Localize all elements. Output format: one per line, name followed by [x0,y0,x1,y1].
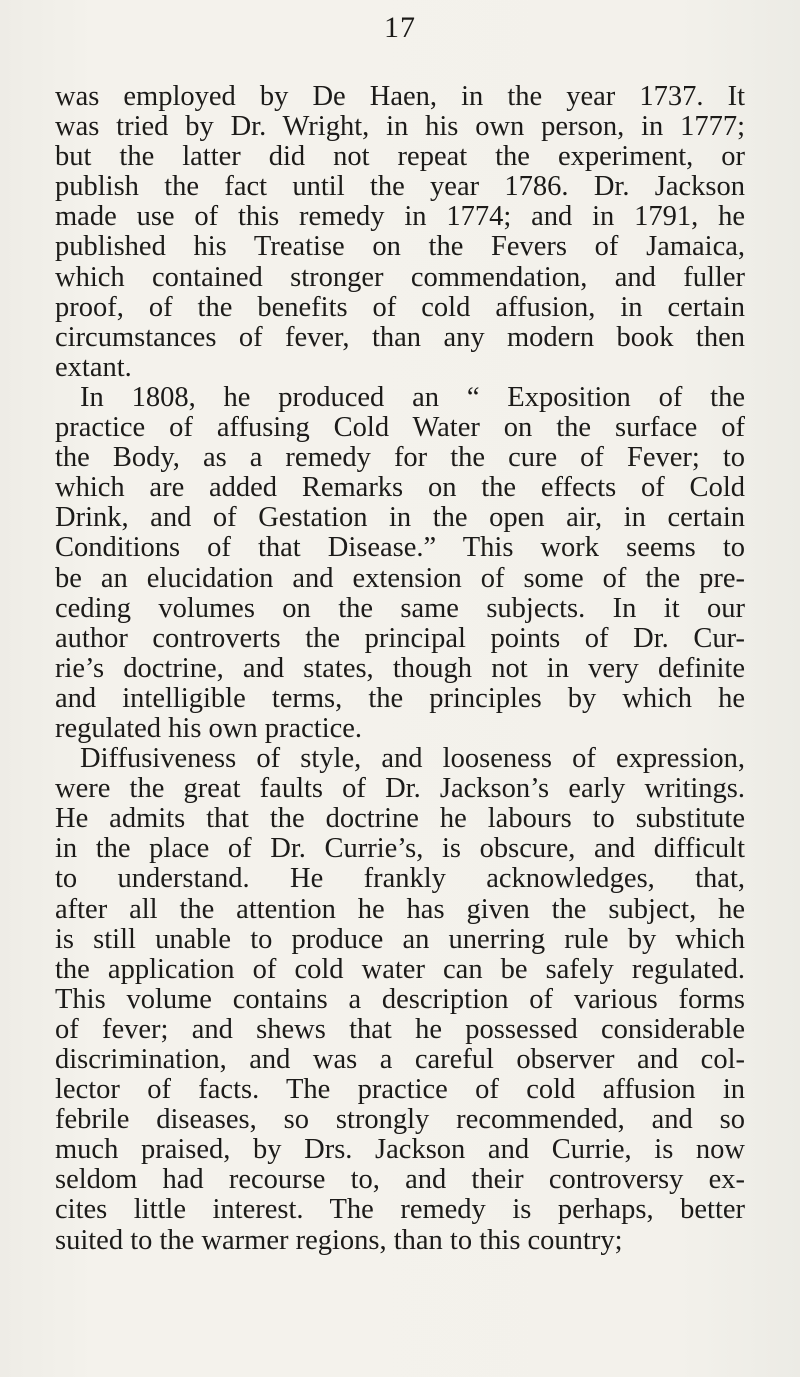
text-line: was employed by De Haen, in the year 1737. It [55,81,745,112]
text-line: which contained stronger commendation, and fuller [55,261,745,293]
text-line: much praised, by Drs. Jackson and Currie, is now [55,1134,745,1166]
text-line: Drink, and of Gestation in the open air, in certain [55,502,745,534]
text-line: is still unable to produce an unerring rule by which [55,923,745,955]
text-line: In 1808, he produced an “ Exposition of the [80,381,745,413]
text-line: discrimination, and was a careful observer and col- [55,1044,745,1075]
text-line: cites little interest. The remedy is perhaps, better [55,1194,745,1226]
text-line: author controverts the principal points of Dr. Cur- [55,622,745,654]
text-line: but the latter did not repeat the experiment, or [55,141,745,173]
text-line: seldom had recourse to, and their controversy ex- [55,1164,745,1196]
text-line: circumstances of fever, than any modern book then [55,321,745,353]
text-line: was tried by Dr. Wright, in his own person, in 1777; [55,111,745,143]
text-line: ceding volumes on the same subjects. In it our [55,592,745,624]
text-line: febrile diseases, so strongly recommended, and so [55,1104,745,1136]
text-line: Diffusiveness of style, and looseness of expression, [80,743,745,775]
body-text [55,82,745,1256]
text-line: after all the attention he has given the subject, he [55,893,745,925]
text-line: be an elucidation and extension of some of the pre- [55,562,745,594]
text-line: Conditions of that Disease.” This work seems to [55,532,745,564]
text-line: rie’s doctrine, and states, though not in very definite [55,652,745,684]
text-line: of fever; and shews that he possessed considerable [55,1013,745,1045]
text-line: which are added Remarks on the effects of Cold [55,472,745,504]
text-line: in the place of Dr. Currie’s, is obscure, and difficult [55,833,745,865]
text-line: extant. [55,351,132,383]
text-line: This volume contains a description of various forms [55,983,745,1015]
text-line: and intelligible terms, the principles by which he [55,682,745,714]
text-line: the Body, as a remedy for the cure of Fever; to [55,442,745,474]
text-line: proof, of the benefits of cold affusion, in certain [55,291,745,323]
text-line: lector of facts. The practice of cold affusion in [55,1074,745,1106]
text-line: suited to the warmer regions, than to this country; [55,1224,623,1256]
text-line: to understand. He frankly acknowledges, that, [55,863,745,895]
text-line: the application of cold water can be safely regulated. [55,953,745,985]
text-line: practice of affusing Cold Water on the surface of [55,412,745,444]
page-number: 17 [384,11,416,44]
text-line: published his Treatise on the Fevers of Jamaica, [55,231,745,263]
text-line: were the great faults of Dr. Jackson’s early writings. [55,773,745,805]
text-line: publish the fact until the year 1786. Dr. Jackson [55,171,745,203]
text-line: He admits that the doctrine he labours to substitute [55,803,745,835]
text-line: made use of this remedy in 1774; and in 1791, he [55,201,745,233]
text-line: regulated his own practice. [55,712,363,744]
